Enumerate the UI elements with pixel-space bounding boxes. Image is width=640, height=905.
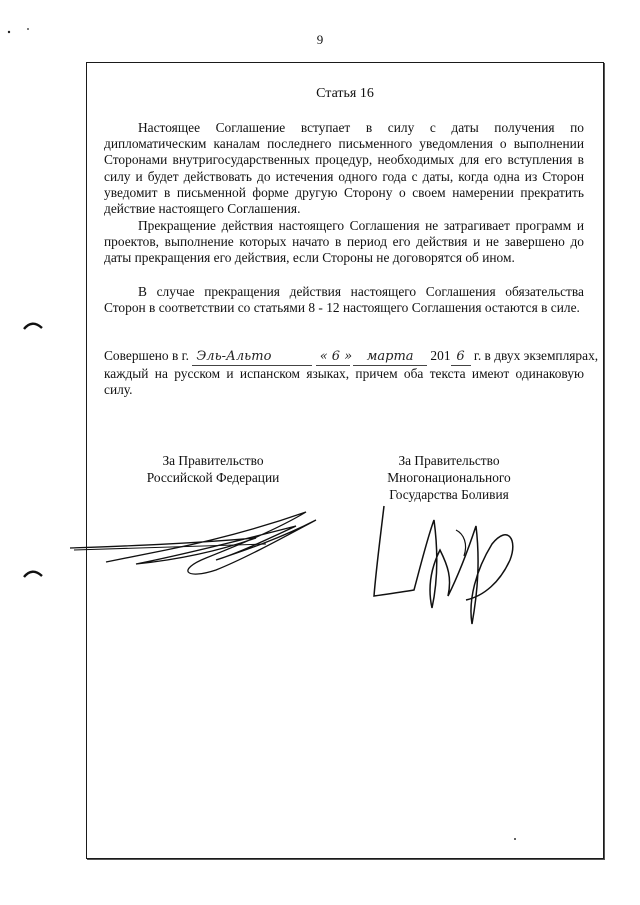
signatory-line: Государства Боливия xyxy=(389,487,509,502)
paragraph-obligations xyxy=(104,284,584,316)
handwritten-month: марта xyxy=(353,349,427,366)
execution-clause xyxy=(104,348,599,399)
paragraph-text: Настоящее Соглашение вступает в силу с даты получения по дипломатическим каналам последнего письменного уведомления о выполнении Сторонами внутригосударственных процедур, необходимых для его вступления в силу и будет действовать до истечения одного года с даты, когда одна из Сторон уведомит в письменной форме другую Сторону о своем намерении прекратить действие настоящего Соглашения. xyxy=(104,120,584,217)
signatory-line: Многонационального xyxy=(387,470,511,485)
execution-first-line xyxy=(104,348,599,366)
signature-russia xyxy=(66,500,326,590)
execution-suffix: г. в двух экземплярах, xyxy=(473,348,599,363)
article-title: Статья 16 xyxy=(316,86,374,101)
year-prefix: 201 xyxy=(430,348,451,363)
signatory-russia xyxy=(118,452,308,486)
paragraph-termination-effect xyxy=(104,218,584,267)
handwritten-city: Эль-Альто xyxy=(192,349,312,366)
paragraph-text: В случае прекращения действия настоящего Соглашения обязательства Сторон в соответствии со статьями 8 - 12 настоящего Соглашения остаются в силе. xyxy=(104,284,584,316)
page-number: 9 xyxy=(316,32,324,47)
hole-punch-mark-bottom xyxy=(22,566,44,580)
execution-rest: каждый на русском и испанском языках, причем оба текста имеют одинаковую силу. xyxy=(104,366,584,398)
signature-bolivia xyxy=(368,500,528,640)
handwritten-day: « 6 » xyxy=(316,349,350,366)
signatory-bolivia xyxy=(354,452,544,503)
scan-dot xyxy=(512,836,518,842)
paragraph-entry-into-force xyxy=(104,120,584,217)
paragraph-text: Прекращение действия настоящего Соглашения не затрагивает программ и проектов, выполнение которых начато в период его действия и не завершено до даты прекращения его действия, если Стороны не договорятся об ином. xyxy=(104,218,584,266)
signatory-line: Российской Федерации xyxy=(146,470,280,485)
signatory-line: За Правительство xyxy=(162,453,264,468)
execution-prefix: Совершено в г. xyxy=(104,348,189,363)
hole-punch-mark-top xyxy=(22,318,44,332)
signatory-line: За Правительство xyxy=(398,453,500,468)
handwritten-year-digit: 6 xyxy=(451,349,471,366)
